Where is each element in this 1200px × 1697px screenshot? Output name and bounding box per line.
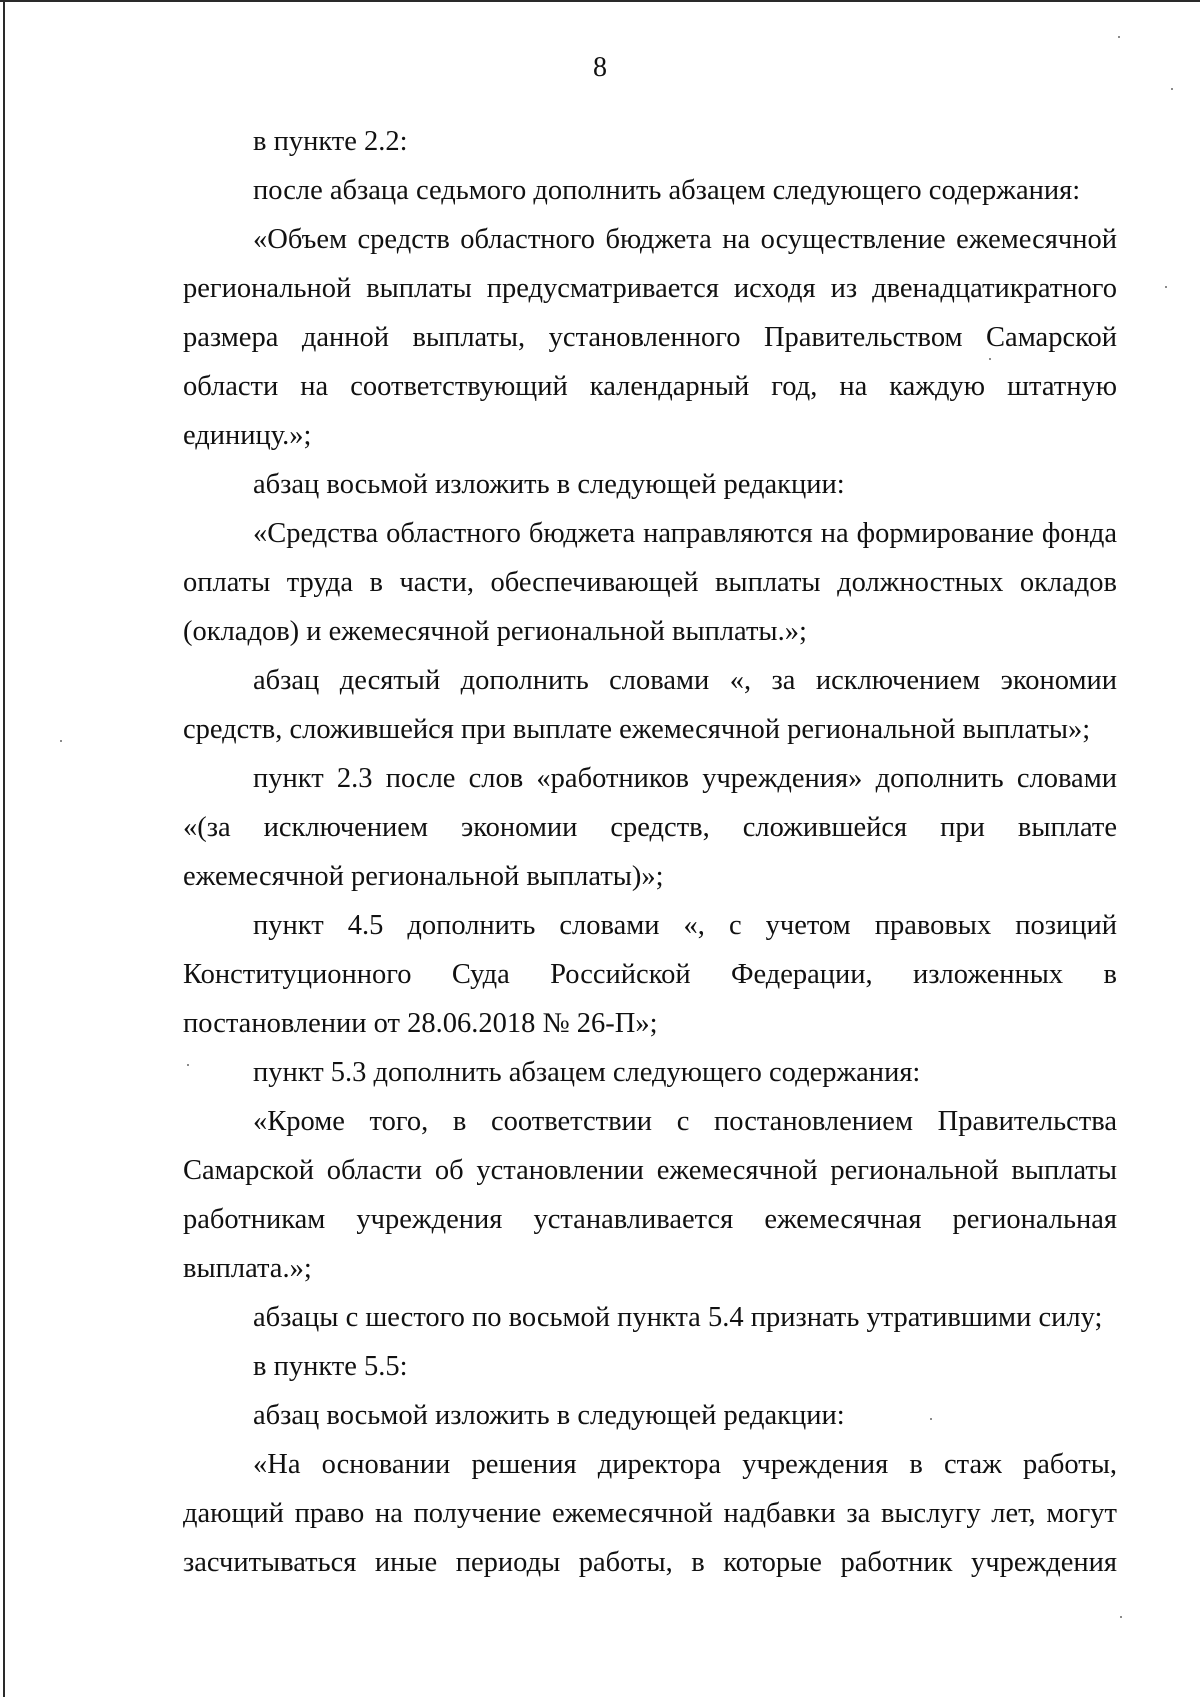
scan-speck (60, 740, 62, 742)
paragraph-clause-2-2: в пункте 2.2: (253, 126, 408, 157)
paragraph-quote-budget-volume: «Объем средств областного бюджета на осуществление ежемесячной региональной выплаты предусматривается исходя из двенадцатикратного размера данной выплаты, установленного Правительством Самарской области на соответствующий календарный год, на каждую штатную единицу.»; (183, 224, 1117, 451)
paragraph-quote-budget-funds: «Средства областного бюджета направляются на формирование фонда оплаты труда в части, обеспечивающей выплаты должностных окладов (окладов) и ежемесячной региональной выплаты.»; (183, 518, 1117, 647)
scan-speck (1171, 88, 1173, 90)
paragraph-quote-director-decision: «На основании решения директора учреждения в стаж работы, дающий право на получение ежемесячной надбавки за выслугу лет, могут засчитываться иные периоды работы, в которые работник учреждения (183, 1449, 1117, 1578)
paragraph-clause-2-3: пункт 2.3 после слов «работников учреждения» дополнить словами «(за исключением экономии средств, сложившейся при выплате ежемесячной региональной выплаты)»; (183, 763, 1117, 892)
scan-edge-top (0, 0, 1200, 2)
scan-edge-left (3, 0, 5, 1697)
page-number: 8 (593, 52, 607, 83)
document-body (183, 117, 1117, 1587)
paragraph-clause-5-4-repeal: абзацы с шестого по восьмой пункта 5.4 признать утратившими силу; (253, 1302, 1103, 1333)
scan-speck (1165, 286, 1167, 288)
paragraph-clause-5-3: пункт 5.3 дополнить абзацем следующего содержания: (253, 1057, 921, 1088)
paragraph-tenth-addition: абзац десятый дополнить словами «, за исключением экономии средств, сложившейся при выплате ежемесячной региональной выплаты»; (183, 665, 1117, 745)
paragraph-add-after-seventh: после абзаца седьмого дополнить абзацем следующего содержания: (253, 175, 1081, 206)
paragraph-eighth-new-edition: абзац восьмой изложить в следующей редакции: (253, 469, 845, 500)
paragraph-clause-5-5: в пункте 5.5: (253, 1351, 408, 1382)
scan-speck (1120, 1616, 1122, 1618)
scan-speck (1118, 36, 1120, 38)
paragraph-clause-4-5: пункт 4.5 дополнить словами «, с учетом правовых позиций Конституционного Суда Российской Федерации, изложенных в постановлении от 28.06.2018 № 26-П»; (183, 910, 1117, 1039)
paragraph-eighth-new-edition-2: абзац восьмой изложить в следующей редакции: (253, 1400, 845, 1431)
paragraph-quote-regional-payment: «Кроме того, в соответствии с постановлением Правительства Самарской области об установлении ежемесячной региональной выплаты работникам учреждения устанавливается ежемесячная региональная выплата.»; (183, 1106, 1117, 1284)
